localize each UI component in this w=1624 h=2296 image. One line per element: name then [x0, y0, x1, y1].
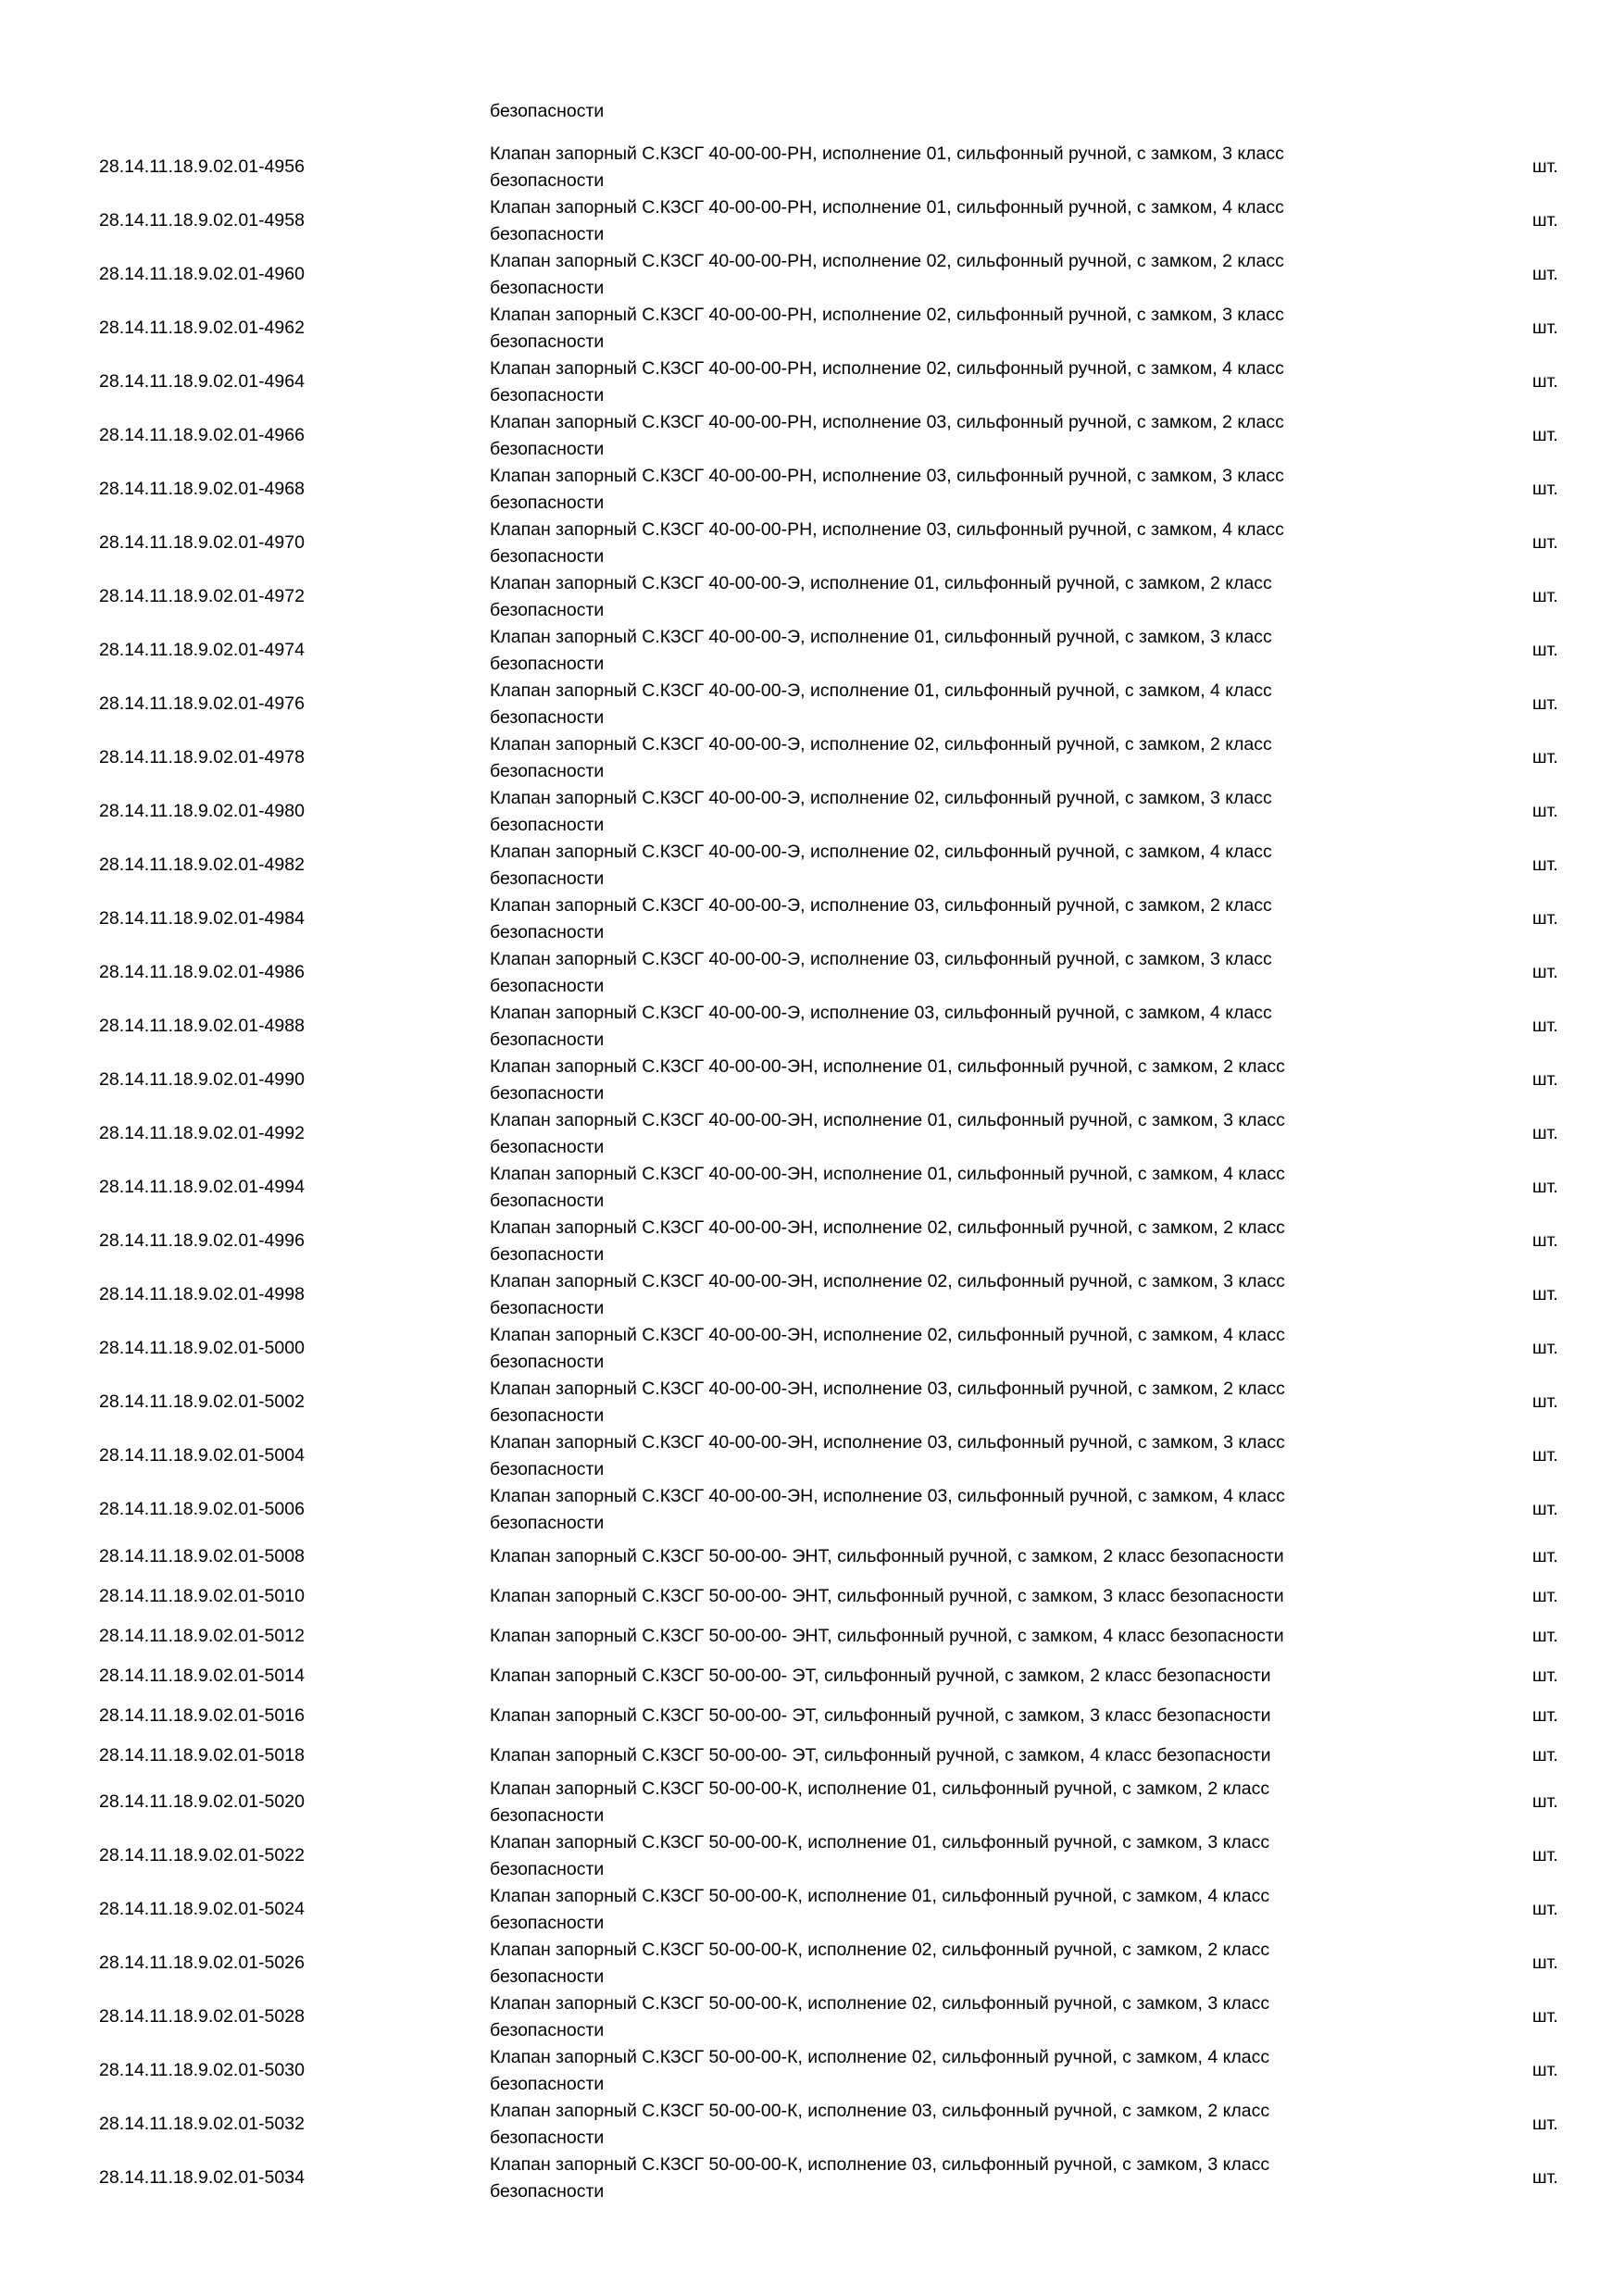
unit-of-measure: шт.: [1532, 156, 1558, 177]
resource-code: 28.14.11.18.9.02.01-5018: [99, 1745, 305, 1766]
description-line-2: безопасности: [490, 976, 605, 996]
table-row: [0, 731, 1624, 785]
unit-of-measure: шт.: [1532, 371, 1558, 392]
unit-of-measure: шт.: [1532, 264, 1558, 284]
table-row: [0, 1656, 1624, 1696]
resource-description: Клапан запорный С.КЗСГ 50-00-00- ЭТ, сильфонный ручной, с замком, 3 класс безопасности: [490, 1705, 1271, 1726]
resource-description: [490, 1429, 1425, 1483]
description-line-1: Клапан запорный С.КЗСГ 50-00-00-К, исполнение 01, сильфонный ручной, с замком, 2 класс: [490, 1778, 1270, 1799]
resource-description: [490, 2044, 1425, 2098]
table-row: [0, 409, 1624, 463]
resource-code: 28.14.11.18.9.02.01-4956: [99, 156, 305, 177]
resource-code: 28.14.11.18.9.02.01-5016: [99, 1705, 305, 1726]
unit-of-measure: шт.: [1532, 747, 1558, 767]
description-line-1: Клапан запорный С.КЗСГ 50-00-00-К, исполнение 01, сильфонный ручной, с замком, 3 класс: [490, 1832, 1270, 1853]
unit-of-measure: шт.: [1532, 2006, 1558, 2027]
description-line-2: безопасности: [490, 2020, 605, 2040]
unit-of-measure: шт.: [1532, 532, 1558, 553]
description-line-2: безопасности: [490, 922, 605, 942]
unit-of-measure: шт.: [1532, 1445, 1558, 1466]
unit-of-measure: шт.: [1532, 1016, 1558, 1036]
table-row: [0, 892, 1624, 946]
description-line-2: безопасности: [490, 439, 605, 459]
resource-description: [490, 1376, 1425, 1429]
resource-description: [490, 839, 1425, 892]
resource-description: [490, 409, 1425, 463]
resource-code: 28.14.11.18.9.02.01-5012: [99, 1626, 305, 1646]
description-line-2: безопасности: [490, 2074, 605, 2094]
description-line-1: Клапан запорный С.КЗСГ 40-00-00-ЭН, исполнение 03, сильфонный ручной, с замком, 2 класс: [490, 1379, 1285, 1399]
description-line-2: безопасности: [490, 2181, 605, 2202]
description-line-2: безопасности: [490, 1859, 605, 1879]
resource-code: 28.14.11.18.9.02.01-4992: [99, 1123, 305, 1143]
resource-description: [490, 678, 1425, 731]
resource-code: 28.14.11.18.9.02.01-5032: [99, 2114, 305, 2134]
resource-code: 28.14.11.18.9.02.01-4998: [99, 1284, 305, 1304]
description-line-2: безопасности: [490, 868, 605, 889]
description-line-1: Клапан запорный С.КЗСГ 40-00-00-РН, исполнение 03, сильфонный ручной, с замком, 4 класс: [490, 519, 1284, 540]
description-line-2: безопасности: [490, 546, 605, 567]
description-line-2: безопасности: [490, 170, 605, 191]
resource-description: [490, 1161, 1425, 1215]
unit-of-measure: шт.: [1532, 1230, 1558, 1251]
table-row: [0, 1268, 1624, 1322]
continuation-text: безопасности: [490, 101, 605, 121]
resource-code: 28.14.11.18.9.02.01-4986: [99, 962, 305, 982]
resource-code: 28.14.11.18.9.02.01-4960: [99, 264, 305, 284]
resource-description: [490, 1000, 1425, 1054]
description-line-1: Клапан запорный С.КЗСГ 40-00-00-РН, исполнение 02, сильфонный ручной, с замком, 4 класс: [490, 358, 1284, 379]
resource-description: [490, 194, 1425, 248]
unit-of-measure: шт.: [1532, 640, 1558, 660]
unit-of-measure: шт.: [1532, 210, 1558, 231]
description-line-1: Клапан запорный С.КЗСГ 40-00-00-ЭН, исполнение 01, сильфонный ручной, с замком, 2 класс: [490, 1056, 1285, 1077]
description-line-2: безопасности: [490, 600, 605, 620]
description-line-2: безопасности: [490, 331, 605, 352]
resource-code: 28.14.11.18.9.02.01-5000: [99, 1338, 305, 1358]
resource-description: [490, 2098, 1425, 2152]
description-line-1: Клапан запорный С.КЗСГ 40-00-00-ЭН, исполнение 03, сильфонный ручной, с замком, 4 класс: [490, 1486, 1285, 1506]
resource-description: Клапан запорный С.КЗСГ 50-00-00- ЭНТ, сильфонный ручной, с замком, 3 класс безопасности: [490, 1586, 1284, 1606]
resource-description: [490, 302, 1425, 356]
unit-of-measure: шт.: [1532, 1338, 1558, 1358]
resource-description: Клапан запорный С.КЗСГ 50-00-00- ЭТ, сильфонный ручной, с замком, 2 класс безопасности: [490, 1666, 1271, 1686]
table-row: [0, 1829, 1624, 1883]
unit-of-measure: шт.: [1532, 855, 1558, 875]
description-line-2: безопасности: [490, 1459, 605, 1479]
table-row: [0, 839, 1624, 892]
description-line-1: Клапан запорный С.КЗСГ 40-00-00-Э, исполнение 02, сильфонный ручной, с замком, 2 класс: [490, 734, 1272, 755]
description-line-1: Клапан запорный С.КЗСГ 40-00-00-Э, исполнение 01, сильфонный ручной, с замком, 3 класс: [490, 627, 1272, 647]
resource-code: 28.14.11.18.9.02.01-4990: [99, 1069, 305, 1090]
unit-of-measure: шт.: [1532, 425, 1558, 445]
unit-of-measure: шт.: [1532, 586, 1558, 606]
description-line-1: Клапан запорный С.КЗСГ 50-00-00-К, исполнение 02, сильфонный ручной, с замком, 4 класс: [490, 2047, 1270, 2067]
resource-description: [490, 1883, 1425, 1937]
resource-code: 28.14.11.18.9.02.01-4972: [99, 586, 305, 606]
unit-of-measure: шт.: [1532, 2167, 1558, 2188]
resource-description: [490, 1990, 1425, 2044]
resource-code: 28.14.11.18.9.02.01-4996: [99, 1230, 305, 1251]
description-line-1: Клапан запорный С.КЗСГ 40-00-00-Э, исполнение 01, сильфонный ручной, с замком, 2 класс: [490, 573, 1272, 593]
unit-of-measure: шт.: [1532, 1069, 1558, 1090]
table-row: [0, 1322, 1624, 1376]
table-row: [0, 2098, 1624, 2152]
resource-code: 28.14.11.18.9.02.01-4982: [99, 855, 305, 875]
unit-of-measure: шт.: [1532, 908, 1558, 929]
table-row: [0, 1776, 1624, 1829]
table-row: [0, 1883, 1624, 1937]
resource-description: [490, 892, 1425, 946]
description-line-1: Клапан запорный С.КЗСГ 40-00-00-ЭН, исполнение 03, сильфонный ручной, с замком, 3 класс: [490, 1432, 1285, 1453]
resource-description: Клапан запорный С.КЗСГ 50-00-00- ЭНТ, сильфонный ручной, с замком, 2 класс безопасности: [490, 1546, 1284, 1566]
description-line-2: безопасности: [490, 493, 605, 513]
resource-description: [490, 1107, 1425, 1161]
resource-code: 28.14.11.18.9.02.01-5006: [99, 1499, 305, 1519]
resource-description: [490, 1829, 1425, 1883]
description-line-2: безопасности: [490, 385, 605, 406]
resource-code: 28.14.11.18.9.02.01-4962: [99, 318, 305, 338]
table-row: [0, 785, 1624, 839]
description-line-2: безопасности: [490, 1244, 605, 1265]
resource-description: [490, 141, 1425, 194]
description-line-2: безопасности: [490, 2128, 605, 2148]
resource-code: 28.14.11.18.9.02.01-4988: [99, 1016, 305, 1036]
resource-code: 28.14.11.18.9.02.01-4984: [99, 908, 305, 929]
description-line-1: Клапан запорный С.КЗСГ 40-00-00-ЭН, исполнение 02, сильфонный ручной, с замком, 2 класс: [490, 1217, 1285, 1238]
resource-description: [490, 463, 1425, 517]
table-row: [0, 1696, 1624, 1736]
unit-of-measure: шт.: [1532, 1745, 1558, 1766]
description-line-2: безопасности: [490, 1513, 605, 1533]
resource-code: 28.14.11.18.9.02.01-4968: [99, 479, 305, 499]
description-line-2: безопасности: [490, 1191, 605, 1211]
table-row: [0, 517, 1624, 570]
resource-code: 28.14.11.18.9.02.01-5034: [99, 2167, 305, 2188]
resource-description: [490, 1215, 1425, 1268]
unit-of-measure: шт.: [1532, 1546, 1558, 1566]
description-line-2: безопасности: [490, 654, 605, 674]
resource-description: Клапан запорный С.КЗСГ 50-00-00- ЭТ, сильфонный ручной, с замком, 4 класс безопасности: [490, 1745, 1271, 1766]
resource-code: 28.14.11.18.9.02.01-5028: [99, 2006, 305, 2027]
unit-of-measure: шт.: [1532, 1123, 1558, 1143]
resource-code: 28.14.11.18.9.02.01-5020: [99, 1791, 305, 1812]
description-line-1: Клапан запорный С.КЗСГ 40-00-00-Э, исполнение 03, сильфонный ручной, с замком, 3 класс: [490, 949, 1272, 969]
resource-description: [490, 2152, 1425, 2205]
unit-of-measure: шт.: [1532, 801, 1558, 821]
resource-table: [0, 141, 1624, 2205]
resource-description: [490, 1054, 1425, 1107]
unit-of-measure: шт.: [1532, 1705, 1558, 1726]
unit-of-measure: шт.: [1532, 962, 1558, 982]
unit-of-measure: шт.: [1532, 1953, 1558, 1973]
table-row: [0, 1616, 1624, 1656]
resource-code: 28.14.11.18.9.02.01-4970: [99, 532, 305, 553]
resource-code: 28.14.11.18.9.02.01-4978: [99, 747, 305, 767]
description-line-1: Клапан запорный С.КЗСГ 40-00-00-ЭН, исполнение 02, сильфонный ручной, с замком, 4 класс: [490, 1325, 1285, 1345]
resource-description: [490, 1322, 1425, 1376]
description-line-1: Клапан запорный С.КЗСГ 40-00-00-РН, исполнение 02, сильфонный ручной, с замком, 3 класс: [490, 305, 1284, 325]
description-line-2: безопасности: [490, 815, 605, 835]
description-line-2: безопасности: [490, 707, 605, 728]
description-line-2: безопасности: [490, 224, 605, 244]
unit-of-measure: шт.: [1532, 1845, 1558, 1866]
table-row: [0, 141, 1624, 194]
description-line-2: безопасности: [490, 1405, 605, 1426]
description-line-2: безопасности: [490, 1083, 605, 1104]
table-row: [0, 1429, 1624, 1483]
unit-of-measure: шт.: [1532, 1391, 1558, 1412]
table-row: [0, 463, 1624, 517]
description-line-1: Клапан запорный С.КЗСГ 40-00-00-ЭН, исполнение 02, сильфонный ручной, с замком, 3 класс: [490, 1271, 1285, 1292]
description-line-1: Клапан запорный С.КЗСГ 40-00-00-РН, исполнение 03, сильфонный ручной, с замком, 3 класс: [490, 466, 1284, 486]
resource-description: [490, 1776, 1425, 1829]
unit-of-measure: шт.: [1532, 693, 1558, 714]
description-line-1: Клапан запорный С.КЗСГ 50-00-00-К, исполнение 03, сильфонный ручной, с замком, 2 класс: [490, 2101, 1270, 2121]
resource-code: 28.14.11.18.9.02.01-4958: [99, 210, 305, 231]
resource-description: [490, 248, 1425, 302]
resource-code: 28.14.11.18.9.02.01-5002: [99, 1391, 305, 1412]
unit-of-measure: шт.: [1532, 1626, 1558, 1646]
table-row: [0, 1537, 1624, 1577]
unit-of-measure: шт.: [1532, 2060, 1558, 2080]
unit-of-measure: шт.: [1532, 2114, 1558, 2134]
resource-code: 28.14.11.18.9.02.01-4964: [99, 371, 305, 392]
resource-code: 28.14.11.18.9.02.01-5026: [99, 1953, 305, 1973]
resource-description: [490, 517, 1425, 570]
table-row: [0, 302, 1624, 356]
unit-of-measure: шт.: [1532, 479, 1558, 499]
resource-description: [490, 356, 1425, 409]
resource-code: 28.14.11.18.9.02.01-5024: [99, 1899, 305, 1919]
resource-code: 28.14.11.18.9.02.01-5008: [99, 1546, 305, 1566]
table-row: [0, 946, 1624, 1000]
resource-description: [490, 1937, 1425, 1990]
description-line-2: безопасности: [490, 761, 605, 781]
description-line-1: Клапан запорный С.КЗСГ 50-00-00-К, исполнение 02, сильфонный ручной, с замком, 3 класс: [490, 1993, 1270, 2014]
resource-description: [490, 946, 1425, 1000]
unit-of-measure: шт.: [1532, 318, 1558, 338]
description-line-1: Клапан запорный С.КЗСГ 40-00-00-РН, исполнение 01, сильфонный ручной, с замком, 3 класс: [490, 144, 1284, 164]
resource-description: [490, 570, 1425, 624]
unit-of-measure: шт.: [1532, 1586, 1558, 1606]
unit-of-measure: шт.: [1532, 1177, 1558, 1197]
description-line-1: Клапан запорный С.КЗСГ 40-00-00-ЭН, исполнение 01, сильфонный ручной, с замком, 4 класс: [490, 1164, 1285, 1184]
table-row: [0, 1376, 1624, 1429]
description-line-2: безопасности: [490, 1913, 605, 1933]
table-row: [0, 1107, 1624, 1161]
description-line-2: безопасности: [490, 1137, 605, 1157]
description-line-1: Клапан запорный С.КЗСГ 40-00-00-ЭН, исполнение 01, сильфонный ручной, с замком, 3 класс: [490, 1110, 1285, 1130]
table-row: [0, 194, 1624, 248]
resource-code: 28.14.11.18.9.02.01-5022: [99, 1845, 305, 1866]
unit-of-measure: шт.: [1532, 1899, 1558, 1919]
resource-code: 28.14.11.18.9.02.01-5010: [99, 1586, 305, 1606]
table-row: [0, 2044, 1624, 2098]
description-line-1: Клапан запорный С.КЗСГ 40-00-00-Э, исполнение 03, сильфонный ручной, с замком, 2 класс: [490, 895, 1272, 916]
description-line-2: безопасности: [490, 278, 605, 298]
resource-description: [490, 785, 1425, 839]
resource-code: 28.14.11.18.9.02.01-5014: [99, 1666, 305, 1686]
description-line-1: Клапан запорный С.КЗСГ 40-00-00-Э, исполнение 02, сильфонный ручной, с замком, 4 класс: [490, 842, 1272, 862]
resource-code: 28.14.11.18.9.02.01-4980: [99, 801, 305, 821]
description-line-2: безопасности: [490, 1352, 605, 1372]
unit-of-measure: шт.: [1532, 1499, 1558, 1519]
unit-of-measure: шт.: [1532, 1666, 1558, 1686]
table-row: [0, 678, 1624, 731]
resource-description: [490, 1268, 1425, 1322]
description-line-1: Клапан запорный С.КЗСГ 40-00-00-Э, исполнение 03, сильфонный ручной, с замком, 4 класс: [490, 1003, 1272, 1023]
resource-code: 28.14.11.18.9.02.01-4994: [99, 1177, 305, 1197]
description-line-1: Клапан запорный С.КЗСГ 40-00-00-РН, исполнение 02, сильфонный ручной, с замком, 2 класс: [490, 251, 1284, 271]
table-row: [0, 624, 1624, 678]
resource-code: 28.14.11.18.9.02.01-4976: [99, 693, 305, 714]
table-row: [0, 356, 1624, 409]
description-line-1: Клапан запорный С.КЗСГ 40-00-00-Э, исполнение 02, сильфонный ручной, с замком, 3 класс: [490, 788, 1272, 808]
description-line-1: Клапан запорный С.КЗСГ 40-00-00-РН, исполнение 01, сильфонный ручной, с замком, 4 класс: [490, 197, 1284, 218]
table-row: [0, 1577, 1624, 1616]
description-line-1: Клапан запорный С.КЗСГ 50-00-00-К, исполнение 02, сильфонный ручной, с замком, 2 класс: [490, 1940, 1270, 1960]
resource-code: 28.14.11.18.9.02.01-4966: [99, 425, 305, 445]
description-line-2: безопасности: [490, 1298, 605, 1318]
description-line-2: безопасности: [490, 1805, 605, 1826]
table-row: [0, 1736, 1624, 1776]
resource-code: 28.14.11.18.9.02.01-5004: [99, 1445, 305, 1466]
table-row: [0, 1215, 1624, 1268]
table-row: [0, 1161, 1624, 1215]
description-line-1: Клапан запорный С.КЗСГ 50-00-00-К, исполнение 01, сильфонный ручной, с замком, 4 класс: [490, 1886, 1270, 1906]
resource-description: Клапан запорный С.КЗСГ 50-00-00- ЭНТ, сильфонный ручной, с замком, 4 класс безопасности: [490, 1626, 1284, 1646]
resource-code: 28.14.11.18.9.02.01-4974: [99, 640, 305, 660]
table-row: [0, 248, 1624, 302]
unit-of-measure: шт.: [1532, 1791, 1558, 1812]
resource-code: 28.14.11.18.9.02.01-5030: [99, 2060, 305, 2080]
table-row: [0, 1937, 1624, 1990]
description-line-2: безопасности: [490, 1966, 605, 1987]
table-row: [0, 1483, 1624, 1537]
resource-description: [490, 1483, 1425, 1537]
table-row: [0, 1000, 1624, 1054]
resource-description: [490, 624, 1425, 678]
table-row: [0, 570, 1624, 624]
description-line-1: Клапан запорный С.КЗСГ 40-00-00-Э, исполнение 01, сильфонный ручной, с замком, 4 класс: [490, 680, 1272, 701]
resource-description: [490, 731, 1425, 785]
description-line-2: безопасности: [490, 1029, 605, 1050]
unit-of-measure: шт.: [1532, 1284, 1558, 1304]
description-line-1: Клапан запорный С.КЗСГ 40-00-00-РН, исполнение 03, сильфонный ручной, с замком, 2 класс: [490, 412, 1284, 432]
table-row: [0, 2152, 1624, 2205]
description-line-1: Клапан запорный С.КЗСГ 50-00-00-К, исполнение 03, сильфонный ручной, с замком, 3 класс: [490, 2154, 1270, 2175]
table-row: [0, 1054, 1624, 1107]
table-row: [0, 1990, 1624, 2044]
